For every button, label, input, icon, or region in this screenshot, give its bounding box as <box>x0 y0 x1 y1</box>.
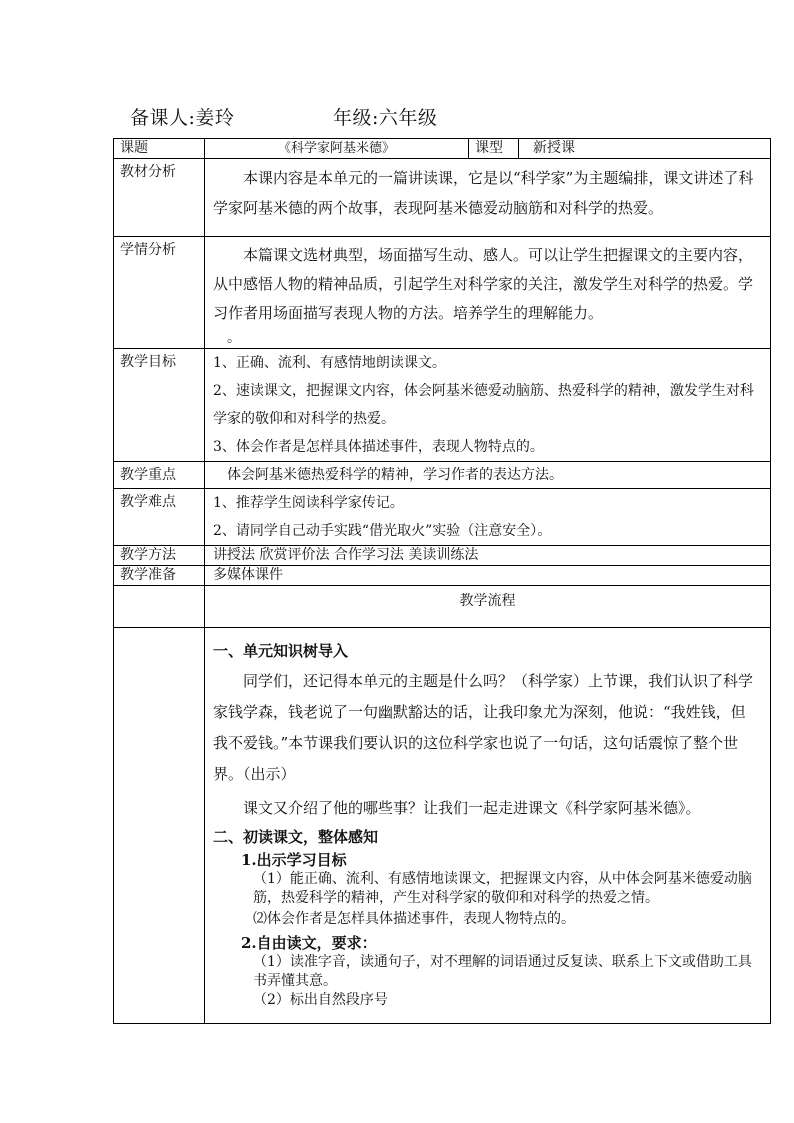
subsection-item: （1）读准字音，读通句子，对不理解的词语通过反复读、联系上下文或借助工具书弄懂其意。 <box>253 954 752 989</box>
goal-item: 3、体会作者是怎样具体描述事件，表现人物特点的。 <box>213 439 544 455</box>
students-extra: 。 <box>227 330 241 346</box>
students-label: 学情分析 <box>114 237 205 349</box>
goals-label: 教学目标 <box>114 349 205 462</box>
difficulty-row <box>114 489 771 546</box>
flow-title: 教学流程 <box>205 586 771 628</box>
lesson-plan-table <box>113 138 771 1024</box>
material-text: 本课内容是本单元的一篇讲读课，它是以“科学家”为主题编排，课文讲述了科学家阿基米德的两个故事，表现阿基米德爱动脑筋和对科学的热爱。 <box>213 169 754 217</box>
difficulty-item: 2、请同学自己动手实践“借光取火”实验（注意安全）。 <box>213 523 552 539</box>
material-row <box>114 159 771 237</box>
prep-label: 教学准备 <box>114 566 205 586</box>
grade-label: 年级:六年级 <box>332 107 438 129</box>
section-2-title: 二、初读课文，整体感知 <box>213 828 379 846</box>
prep-row <box>114 566 771 586</box>
goals-row <box>114 349 771 462</box>
flow-label-blank <box>114 628 205 1024</box>
difficulty-label: 教学难点 <box>114 489 205 546</box>
section-1-paragraph: 课文又介绍了他的哪些事？让我们一起走进课文《科学家阿基米德》。 <box>243 799 701 817</box>
topic-row <box>114 139 771 159</box>
key-label: 教学重点 <box>114 462 205 489</box>
page-header <box>130 103 437 130</box>
flow-title-row <box>114 586 771 628</box>
method-text: 讲授法 欣赏评价法 合作学习法 美读训练法 <box>205 546 771 566</box>
flow-title-blank <box>114 586 205 628</box>
flow-row <box>114 628 771 1024</box>
material-label: 教材分析 <box>114 159 205 237</box>
prep-text: 多媒体课件 <box>205 566 771 586</box>
topic-value: 《科学家阿基米德》 <box>205 139 469 159</box>
method-label: 教学方法 <box>114 546 205 566</box>
goal-item: 1、正确、流利、有感情地朗读课文。 <box>213 355 446 371</box>
key-row <box>114 462 771 489</box>
students-text: 本篇课文选材典型，场面描写生动、感人。可以让学生把握课文的主要内容，从中感悟人物的精神品质，引起学生对科学家的关注，激发学生对科学的热爱。学习作者用场面描写表现人物的方法。培养学生的理解能力。 <box>213 246 754 322</box>
preparer-label: 备课人:姜玲 <box>130 107 235 129</box>
students-row <box>114 237 771 349</box>
topic-label: 课题 <box>114 139 205 159</box>
method-row <box>114 546 771 566</box>
subsection-item: （2）标出自然段序号 <box>253 992 388 1008</box>
section-1-title: 一、单元知识树导入 <box>213 642 349 660</box>
subsection-item: （1）能正确、流利、有感情地读课文，把握课文内容，从中体会阿基米德爱动脑筋，热爱科学的精神，产生对科学家的敬仰和对科学的热爱之情。 <box>253 871 752 906</box>
key-text: 体会阿基米德热爱科学的精神，学习作者的表达方法。 <box>205 462 771 489</box>
section-1-paragraph: 同学们，还记得本单元的主题是什么吗？（科学家）上节课，我们认识了科学家钱学森，钱老说了一句幽默豁达的话，让我印象尤为深刻，他说：“我姓钱，但我不爱钱。”本节课我们要认识的这位科学家也说了一句话，这句话震惊了整个世界。（出示） <box>213 672 754 783</box>
goal-item: 2、速读课文，把握课文内容，体会阿基米德爱动脑筋、热爱科学的精神，激发学生对科学家的敬仰和对科学的热爱。 <box>213 383 754 427</box>
difficulty-item: 1、推荐学生阅读科学家传记。 <box>213 495 404 511</box>
type-value: 新授课 <box>519 139 771 159</box>
subsection-title: 1.出示学习目标 <box>241 851 347 869</box>
type-label: 课型 <box>469 139 519 159</box>
subsection-title: 2.自由读文，要求： <box>241 934 377 952</box>
subsection-item: ⑵体会作者是怎样具体描述事件，表现人物特点的。 <box>253 911 575 927</box>
